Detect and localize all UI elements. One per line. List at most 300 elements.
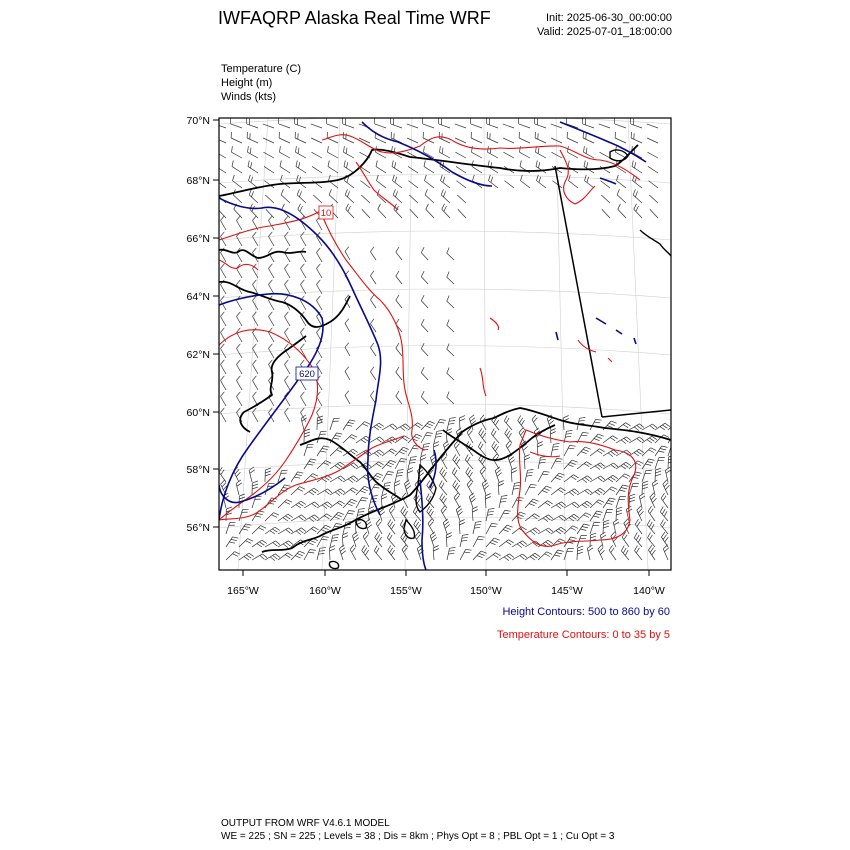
- wind-barb-flag: [396, 295, 399, 300]
- wind-barb-flag: [574, 475, 579, 478]
- wind-barb: [648, 511, 655, 521]
- wind-barb-flag: [484, 486, 489, 490]
- wind-barb-flag: [518, 415, 521, 420]
- wind-barb-flag: [364, 548, 367, 553]
- wind-barb-flag: [557, 475, 563, 477]
- wind-barb-flag: [509, 554, 514, 558]
- wind-barb-flag: [401, 532, 404, 537]
- wind-barb-flag: [365, 422, 370, 425]
- wind-barb: [660, 512, 668, 521]
- wind-barb-flag: [599, 548, 603, 552]
- wind-barb: [297, 181, 307, 188]
- wind-barb-flag: [269, 344, 273, 349]
- wind-barb-flag: [359, 509, 365, 510]
- wind-barb: [264, 152, 275, 158]
- wind-barb-flag: [603, 523, 609, 525]
- wind-barb-flag: [507, 431, 510, 436]
- wind-barb-flag: [265, 468, 271, 470]
- wind-barb: [442, 209, 450, 218]
- wind-barb-flag: [396, 343, 399, 348]
- wind-barb: [441, 459, 447, 470]
- wind-barb-flag: [248, 161, 249, 167]
- wind-barb: [453, 486, 460, 496]
- wind-barb-flag: [543, 518, 548, 522]
- wind-barb-flag: [535, 528, 540, 532]
- wind-barb-flag: [634, 475, 640, 476]
- wind-barb-flag: [494, 538, 500, 540]
- wind-barb-flag: [386, 465, 392, 467]
- wind-barb: [391, 124, 402, 128]
- wind-barb-flag: [425, 426, 431, 428]
- wind-barb-flag: [545, 554, 550, 557]
- wind-barb-flag: [649, 450, 654, 453]
- wind-barb-flag: [233, 175, 235, 181]
- wind-barb: [590, 449, 600, 456]
- wind-barb-flag: [513, 488, 519, 489]
- wind-barb: [369, 462, 379, 469]
- wind-barb-flag: [533, 529, 538, 533]
- wind-barb-flag: [444, 522, 449, 526]
- wind-barb: [311, 124, 322, 128]
- wind-barb-flag: [390, 522, 393, 527]
- wind-barb-flag: [297, 175, 299, 181]
- wind-barb-flag: [350, 451, 355, 454]
- wind-barb-flag: [623, 485, 629, 486]
- wind-barb-flag: [479, 536, 485, 537]
- wind-barb-flag: [617, 189, 619, 195]
- wind-barb: [312, 166, 322, 173]
- wind-barb-flag: [595, 514, 601, 515]
- wind-barb: [285, 413, 291, 423]
- wind-barb: [237, 269, 243, 279]
- wind-barb-flag: [304, 435, 310, 437]
- wind-barb-flag: [632, 161, 633, 167]
- wind-barb: [536, 152, 547, 158]
- wind-barb-flag: [299, 162, 300, 168]
- wind-barb-flag: [421, 247, 424, 252]
- wind-barb-flag: [450, 418, 456, 419]
- wind-barb-flag: [401, 459, 407, 460]
- wind-barb-flag: [664, 483, 668, 487]
- wind-barb-flag: [596, 419, 602, 420]
- wind-barb-flag: [549, 421, 554, 425]
- wind-barb: [518, 421, 525, 431]
- wind-barb-flag: [469, 483, 473, 488]
- wind-barb-flag: [661, 520, 664, 525]
- wind-barb-flag: [598, 464, 603, 468]
- wind-barb-flag: [236, 472, 240, 476]
- wind-barb-flag: [509, 457, 514, 461]
- wind-barb-flag: [629, 500, 635, 502]
- wind-barb-flag: [431, 535, 436, 539]
- latitude-axis: [187, 115, 219, 534]
- longitude-axis: [227, 570, 665, 597]
- wind-barb-flag: [612, 487, 617, 490]
- wind-barb-flag: [584, 161, 585, 167]
- wind-barb-flag: [388, 545, 391, 550]
- wind-barb: [535, 138, 546, 143]
- wind-barb-flag: [325, 491, 330, 495]
- wind-barb-flag: [433, 549, 438, 552]
- wind-barb: [455, 138, 466, 143]
- wind-barb-flag: [650, 493, 654, 497]
- wind-barb-flag: [347, 191, 349, 197]
- wind-barb: [247, 138, 258, 143]
- wind-barb: [266, 209, 274, 218]
- wind-barb-flag: [338, 478, 343, 482]
- wind-barb: [264, 166, 274, 173]
- wind-barb: [263, 124, 274, 128]
- wind-barb-flag: [600, 463, 605, 467]
- wind-barb-flag: [522, 541, 527, 545]
- wind-barb: [269, 317, 275, 327]
- wind-barb-flag: [469, 415, 474, 419]
- wind-barb-flag: [377, 473, 383, 475]
- wind-barb-flag: [299, 517, 304, 521]
- wind-barb-flag: [343, 536, 349, 538]
- wind-barb-flag: [419, 473, 424, 477]
- wind-barb-flag: [604, 520, 610, 522]
- wind-barb: [280, 152, 291, 158]
- wind-barb-flag: [347, 513, 353, 514]
- wind-barb-flag: [335, 466, 340, 469]
- wind-barb-flag: [586, 513, 591, 516]
- wind-barb: [426, 499, 434, 508]
- wind-barb-flag: [393, 175, 395, 181]
- wind-barb-flag: [221, 360, 225, 365]
- wind-barb: [296, 152, 307, 158]
- wind-barb: [647, 138, 658, 143]
- lat-label: 62°N: [186, 349, 210, 361]
- wind-barb-flag: [221, 376, 225, 381]
- wind-barb-flag: [638, 537, 641, 542]
- wind-barb-flag: [517, 544, 522, 548]
- wind-barb-flag: [221, 392, 225, 397]
- wind-barb: [394, 483, 395, 495]
- wind-barb: [237, 397, 243, 407]
- wind-barb-flag: [441, 483, 444, 488]
- wind-barb: [472, 152, 483, 158]
- wind-barb-flag: [255, 516, 261, 517]
- wind-barb-flag: [466, 467, 469, 472]
- wind-barb-flag: [663, 535, 667, 540]
- wind-barb-flag: [312, 516, 317, 520]
- wind-barb: [487, 138, 498, 143]
- wind-barb-flag: [572, 490, 577, 494]
- wind-barb: [345, 195, 354, 203]
- wind-barb-flag: [482, 470, 486, 475]
- wind-barb-flag: [421, 391, 424, 396]
- wind-barb: [424, 166, 434, 173]
- wind-barb-flag: [318, 553, 324, 554]
- wind-barb-flag: [634, 453, 639, 456]
- wind-barb-flag: [313, 474, 318, 477]
- wind-barb-flag: [348, 479, 353, 483]
- wind-barb: [447, 325, 454, 332]
- wind-barb-flag: [636, 206, 639, 211]
- wind-barb-flag: [600, 476, 605, 480]
- wind-barb-flag: [221, 408, 225, 413]
- wind-barb-flag: [658, 451, 664, 452]
- wind-barb-flag: [671, 438, 677, 439]
- wind-barb: [538, 471, 544, 482]
- wind-barb-flag: [273, 555, 278, 559]
- wind-barb-flag: [299, 529, 304, 533]
- wind-barb: [425, 195, 434, 203]
- wind-barb-flag: [504, 557, 509, 561]
- wind-barb-flag: [300, 206, 303, 211]
- wind-barb-flag: [327, 502, 332, 506]
- wind-barb: [278, 528, 288, 534]
- wind-barb: [505, 181, 515, 188]
- wind-barb: [253, 381, 259, 391]
- wind-barb: [590, 523, 594, 534]
- wind-barb-flag: [370, 295, 374, 300]
- wind-barb-flag: [350, 437, 355, 440]
- wind-barb-flag: [625, 550, 628, 555]
- wind-barb-flag: [239, 497, 245, 499]
- wind-barb-flag: [253, 408, 257, 413]
- wind-barb-flag: [414, 436, 420, 438]
- wind-barb-flag: [598, 545, 602, 549]
- wind-barb-flag: [288, 541, 293, 545]
- wind-barb: [456, 166, 466, 173]
- wind-barb: [375, 124, 386, 128]
- wind-barb: [343, 124, 354, 128]
- border-line: [555, 166, 671, 417]
- wind-barb-flag: [638, 509, 642, 513]
- wind-barb: [564, 445, 570, 456]
- wind-barb-flag: [269, 312, 273, 317]
- wind-barb-flag: [425, 175, 427, 181]
- wind-barb-flag: [648, 533, 651, 538]
- wind-barb-flag: [237, 376, 241, 381]
- wind-barb: [215, 124, 226, 128]
- wind-barb-flag: [252, 487, 258, 489]
- wind-barb: [519, 124, 530, 128]
- wind-barb: [237, 253, 243, 263]
- wind-barb-flag: [635, 162, 636, 168]
- wind-barb: [447, 277, 454, 284]
- wind-barb-flag: [351, 465, 356, 469]
- wind-barb-flag: [561, 515, 566, 519]
- wind-barb-flag: [635, 519, 638, 524]
- wind-barb: [363, 537, 369, 548]
- wind-barb-flag: [651, 448, 656, 451]
- wind-barb-flag: [530, 557, 535, 560]
- wind-barb-flag: [285, 408, 289, 413]
- wind-barb-flag: [455, 457, 458, 462]
- wind-barb-flag: [390, 426, 395, 430]
- wind-barb-flag: [597, 511, 603, 512]
- wind-barb-flag: [454, 470, 457, 475]
- wind-barb-flag: [508, 444, 512, 449]
- wind-barb-flag: [574, 514, 579, 518]
- wind-barb: [388, 551, 395, 561]
- wind-barb-flag: [317, 264, 321, 269]
- wind-barb-flag: [548, 501, 553, 504]
- wind-barb: [291, 515, 301, 521]
- wind-barb-flag: [468, 470, 471, 475]
- wind-barb: [396, 300, 402, 308]
- wind-barb-flag: [421, 271, 424, 276]
- wind-barb: [356, 422, 365, 430]
- wind-barb-flag: [334, 517, 340, 519]
- wind-barb: [407, 124, 418, 128]
- wind-barb-flag: [652, 550, 656, 555]
- wind-barb-flag: [285, 485, 291, 486]
- wind-barb-flag: [275, 554, 280, 558]
- wind-barb: [634, 538, 642, 547]
- wind-barb-flag: [285, 216, 289, 221]
- wind-barb: [344, 166, 354, 173]
- wind-barb-flag: [649, 459, 655, 460]
- wind-barb: [590, 419, 596, 430]
- wind-barb: [446, 535, 447, 547]
- wind-barb-flag: [301, 232, 305, 237]
- wind-barb-flag: [569, 540, 575, 541]
- wind-barb: [473, 536, 479, 547]
- wind-barb-flag: [434, 445, 440, 447]
- wind-barb: [327, 138, 338, 143]
- wind-barb-flag: [583, 449, 589, 451]
- wind-barb-flag: [608, 479, 613, 482]
- wind-barb: [269, 237, 275, 247]
- wind-barb: [370, 372, 376, 380]
- wind-barb-flag: [237, 408, 241, 413]
- wind-barb-flag: [534, 418, 538, 423]
- wind-barb: [346, 209, 354, 218]
- wind-barb-flag: [299, 551, 305, 553]
- wind-barb-flag: [399, 461, 405, 462]
- wind-barb: [317, 432, 321, 443]
- wind-barb: [471, 138, 482, 143]
- wind-barb-flag: [467, 457, 470, 462]
- wind-barb-flag: [472, 146, 473, 152]
- wind-barb-flag: [301, 528, 306, 532]
- wind-barb-flag: [302, 418, 307, 422]
- wind-barb-flag: [607, 426, 613, 428]
- wind-barb-flag: [346, 148, 347, 154]
- wind-barb-flag: [609, 545, 612, 550]
- wind-barb-flag: [337, 503, 342, 506]
- wind-barb-flag: [232, 161, 233, 167]
- wind-barb: [408, 446, 414, 457]
- wind-barb-flag: [331, 540, 337, 541]
- wind-barb-flag: [636, 451, 641, 454]
- wind-barb-flag: [584, 503, 589, 506]
- wind-barb-flag: [635, 191, 637, 197]
- wind-barb-flag: [237, 360, 241, 365]
- wind-barb: [217, 181, 227, 188]
- wind-barb: [615, 138, 626, 143]
- wind-barb-flag: [272, 529, 277, 532]
- height-label-text: 620: [299, 369, 315, 380]
- wind-barb-flag: [596, 436, 602, 438]
- wind-barb-flag: [376, 425, 381, 428]
- wind-barb-flag: [317, 248, 321, 253]
- wind-barb: [434, 420, 440, 431]
- wind-barb-flag: [664, 511, 667, 516]
- wind-barb: [370, 300, 376, 308]
- wind-barb-flag: [285, 312, 289, 317]
- wind-barb: [617, 195, 626, 203]
- wind-barb: [328, 152, 339, 158]
- wind-barb-flag: [333, 535, 339, 536]
- wind-barb: [317, 446, 324, 456]
- wind-barb-flag: [288, 553, 293, 556]
- wind-barb-flag: [297, 553, 303, 555]
- wind-barb-flag: [491, 177, 493, 183]
- wind-barb-flag: [577, 552, 583, 554]
- wind-barb: [221, 285, 227, 295]
- wind-barb-flag: [613, 436, 618, 439]
- wind-barb-flag: [570, 445, 576, 446]
- wind-barb-flag: [281, 189, 283, 195]
- wind-barb: [498, 483, 499, 495]
- wind-barb-flag: [489, 508, 495, 509]
- wind-barb: [457, 181, 467, 188]
- wind-barb-flag: [248, 539, 253, 542]
- wind-barb-flag: [309, 461, 315, 462]
- wind-barb-flag: [464, 552, 470, 553]
- temperature-contour-label: [319, 206, 333, 219]
- wind-barb: [304, 502, 314, 508]
- wind-barb: [278, 553, 288, 560]
- wind-barb-flag: [269, 232, 273, 237]
- wind-barb: [393, 195, 402, 203]
- wind-barb-flag: [554, 555, 560, 556]
- wind-barb-flag: [444, 206, 447, 211]
- wind-barb-flag: [550, 432, 555, 435]
- wind-barb: [421, 325, 428, 332]
- wind-barb-flag: [581, 452, 587, 454]
- wind-barb-flag: [396, 271, 399, 276]
- wind-barb-flag: [611, 548, 614, 553]
- wind-barb-flag: [251, 177, 253, 183]
- wind-barb-flag: [421, 295, 424, 300]
- wind-barb-flag: [299, 191, 301, 197]
- wind-barb-flag: [308, 552, 314, 553]
- wind-barb: [269, 269, 275, 279]
- wind-barb: [221, 397, 227, 407]
- wind-barb-flag: [352, 435, 357, 438]
- wind-barb-flag: [438, 422, 444, 423]
- wind-barb-flag: [428, 519, 432, 524]
- wind-barb-flag: [561, 502, 566, 506]
- wind-barb-flag: [265, 474, 271, 476]
- wind-barb-flag: [441, 175, 443, 181]
- wind-barb-flag: [582, 479, 587, 483]
- wind-barb-flag: [616, 510, 622, 512]
- wind-barb-flag: [594, 422, 600, 423]
- wind-barb-flag: [415, 425, 420, 428]
- wind-barb-flag: [447, 392, 449, 398]
- wind-barb: [253, 413, 259, 423]
- wind-barb-flag: [524, 458, 529, 461]
- wind-barb-flag: [395, 191, 397, 197]
- wind-barb-flag: [374, 427, 379, 430]
- wind-barb-flag: [344, 527, 350, 528]
- wind-barb-flag: [491, 429, 494, 434]
- wind-barb: [577, 462, 587, 469]
- wind-barb-flag: [665, 485, 669, 489]
- wind-barb-flag: [421, 458, 427, 460]
- wind-barb-flag: [637, 425, 642, 429]
- wind-barb-flag: [237, 392, 241, 397]
- wind-barb-flag: [304, 432, 310, 434]
- wind-barb-flag: [396, 367, 399, 372]
